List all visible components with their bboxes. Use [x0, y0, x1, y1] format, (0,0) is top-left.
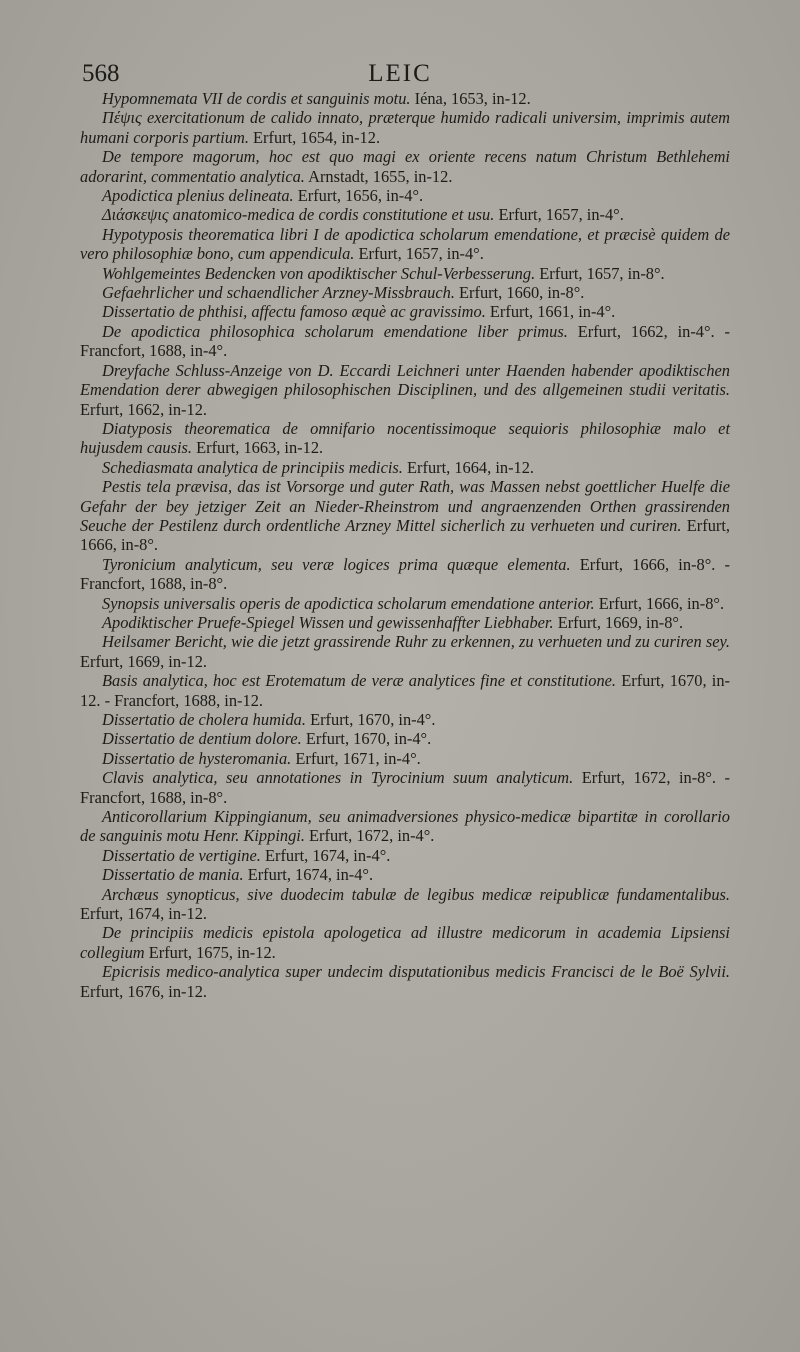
entry-title: Διάσκεψις anatomico-medica de cordis constitutione et usu. [102, 205, 495, 225]
bibliography-entry [80, 710, 730, 729]
entry-imprint: Erfurt, 1674, in-4°. [247, 865, 374, 885]
entry-title: Dreyfache Schluss-Anzeige von D. Eccardi Leichneri unter Haenden habender apodiktischen Emendation derer abwegigen philosophischen Disciplinen, und des allgemeinen studii veritatis. [80, 360, 730, 400]
entry-imprint: Erfurt, 1671, in-4°. [295, 748, 421, 768]
bibliography-entry [80, 865, 730, 884]
bibliography-entry [80, 458, 730, 477]
bibliography-entry [80, 962, 730, 1001]
bibliography-entry [80, 283, 730, 302]
bibliography-entry [80, 322, 730, 361]
entry-imprint: Erfurt, 1660, in-8°. [459, 283, 585, 303]
entry-imprint: Erfurt, 1654, in-12. [253, 127, 381, 147]
bibliography-entry [80, 264, 730, 283]
bibliography-entry [80, 768, 730, 807]
entry-imprint: Iéna, 1653, in-12. [414, 89, 531, 108]
bibliography-entry [80, 807, 730, 846]
entry-imprint: Erfurt, 1666, in-8°. [598, 593, 725, 613]
entry-title: Synopsis universalis operis de apodictica scholarum emendatione anterior. [102, 593, 595, 613]
bibliography-entry [80, 613, 730, 632]
bibliography-entry [80, 147, 730, 186]
bibliography-entry [80, 594, 730, 613]
bibliography-entry [80, 632, 730, 671]
entry-title: Anticorollarium Kippingianum, seu animadversiones physico-medicæ bipartitæ in corollario de sanguinis motu Henr. Kippingi. [80, 807, 730, 846]
entry-imprint: Erfurt, 1662, in-12. [80, 399, 208, 419]
entry-imprint: Erfurt, 1674, in-12. [80, 904, 208, 924]
bibliography-entry [80, 477, 730, 555]
entry-title: Dissertatio de cholera humida. [102, 710, 306, 729]
entry-imprint: Erfurt, 1675, in-12. [148, 942, 276, 962]
bibliography-entry [80, 555, 730, 594]
entry-title: Hypotyposis theorematica libri I de apodictica scholarum emendatione, et præcisè quidem de vero philosophiæ bono, cum appendicula. [80, 224, 730, 264]
entry-imprint: Erfurt, 1662, in-4°. - Francfort, 1688, in-4°. [80, 321, 730, 361]
entry-title: Apodiktischer Pruefe-Spiegel Wissen und gewissenhaffter Liebhaber. [102, 612, 554, 632]
entry-imprint: Erfurt, 1666, in-8°. [80, 515, 730, 555]
entry-title: Wohlgemeintes Bedencken von apodiktischer Schul-Verbesserung. [102, 263, 536, 283]
entry-imprint: Erfurt, 1666, in-8°. - Francfort, 1688, in-8°. [80, 554, 731, 594]
entry-title: Tyronicium analyticum, seu veræ logices prima quæque elementa. [102, 554, 571, 574]
entry-imprint: Erfurt, 1674, in-4°. [264, 845, 391, 865]
bibliography-list [80, 89, 730, 1001]
entry-title: Basis analytica, hoc est Erotematum de veræ analytices fine et constitutione. [102, 671, 617, 691]
entry-title: Epicrisis medico-analytica super undecim disputationibus medicis Francisci de le Boë Sylvii. [102, 962, 730, 982]
bibliography-entry [80, 302, 730, 321]
entry-title: Diatyposis theorematica de omnifario nocentissimoque sequioris philosophiæ malo et hujusdem causis. [80, 418, 730, 458]
entry-title: Πέψις exercitationum de calido innato, præterque humido radicali universim, imprimis autem humani corporis partium. [80, 108, 730, 147]
bibliography-entry [80, 186, 730, 205]
bibliography-entry [80, 361, 730, 419]
bibliography-entry [80, 923, 730, 962]
entry-title: Pestis tela prævisa, das ist Vorsorge und guter Rath, was Massen nebst goettlicher Huelfe die Gefahr der bey jetziger Zeit an Nieder-Rheinstrom und angraenzenden Orthen grassirenden Seuche der Pestilenz durch ordentliche Arzney Mittel sicherlich zu verhueten und curiren. [80, 477, 730, 535]
entry-imprint: Erfurt, 1669, in-12. [80, 651, 208, 671]
entry-imprint: Erfurt, 1663, in-12. [196, 438, 324, 458]
running-head: LEIC [368, 60, 432, 87]
entry-imprint: Erfurt, 1672, in-4°. [309, 826, 435, 846]
entry-title: Gefaehrlicher und schaendlicher Arzney-Missbrauch. [102, 283, 455, 303]
entry-title: Schediasmata analytica de principiis medicis. [102, 457, 403, 477]
entry-imprint: Erfurt, 1676, in-12. [80, 981, 208, 1001]
entry-title: Dissertatio de hysteromania. [102, 748, 292, 768]
bibliography-entry [80, 671, 730, 710]
entry-imprint: Erfurt, 1657, in-8°. [539, 263, 665, 283]
bibliography-entry [80, 205, 730, 224]
entry-imprint: Erfurt, 1657, in-4°. [358, 244, 484, 264]
bibliography-entry [80, 846, 730, 865]
entry-title: Apodictica plenius delineata. [102, 186, 294, 206]
entry-title: Dissertatio de mania. [102, 865, 244, 885]
entry-title: Clavis analytica, seu annotationes in Tyrocinium suum analyticum. [102, 768, 574, 788]
entry-imprint: Erfurt, 1672, in-8°. - Francfort, 1688, in-8°. [80, 768, 730, 807]
bibliography-entry [80, 749, 730, 768]
entry-imprint: Erfurt, 1670, in-4°. [305, 729, 432, 749]
entry-title: Heilsamer Bericht, wie die jetzt grassirende Ruhr zu erkennen, zu verhueten und zu curiren sey. [102, 632, 730, 652]
entry-title: Hypomnemata VII de cordis et sanguinis motu. [102, 89, 411, 108]
entry-imprint: Erfurt, 1657, in-4°. [498, 205, 624, 225]
entry-imprint: Erfurt, 1664, in-12. [407, 457, 535, 477]
bibliography-entry [80, 89, 730, 108]
bibliography-entry [80, 225, 730, 264]
entry-title: De tempore magorum, hoc est quo magi ex oriente recens natum Christum Bethlehemi adorarint, commentatio analytica. [80, 147, 730, 186]
entry-title: Archæus synopticus, sive duodecim tabulæ de legibus medicæ reipublicæ fundamentalibus. [102, 884, 730, 904]
entry-title: Dissertatio de vertigine. [102, 845, 261, 865]
entry-title: Dissertatio de phthisi, affectu famoso æquè ac gravissimo. [102, 302, 486, 322]
bibliography-entry [80, 108, 730, 147]
bibliography-entry [80, 885, 730, 924]
entry-title: De principiis medicis epistola apologetica ad illustre medicorum in academia Lipsiensi collegium [80, 923, 730, 962]
entry-imprint: Erfurt, 1670, in-12. - Francfort, 1688, in-12. [80, 671, 731, 710]
entry-imprint: Erfurt, 1670, in-4°. [310, 710, 436, 729]
entry-title: De apodictica philosophica scholarum emendatione liber primus. [102, 321, 568, 341]
entry-imprint: Erfurt, 1669, in-8°. [557, 612, 684, 632]
entry-imprint: Erfurt, 1661, in-4°. [489, 302, 616, 322]
page-number: 568 [82, 60, 120, 87]
bibliography-entry [80, 729, 730, 748]
entry-imprint: Arnstadt, 1655, in-12. [308, 166, 453, 186]
entry-title: Dissertatio de dentium dolore. [102, 729, 302, 749]
bibliography-entry [80, 419, 730, 458]
entry-imprint: Erfurt, 1656, in-4°. [297, 186, 424, 206]
